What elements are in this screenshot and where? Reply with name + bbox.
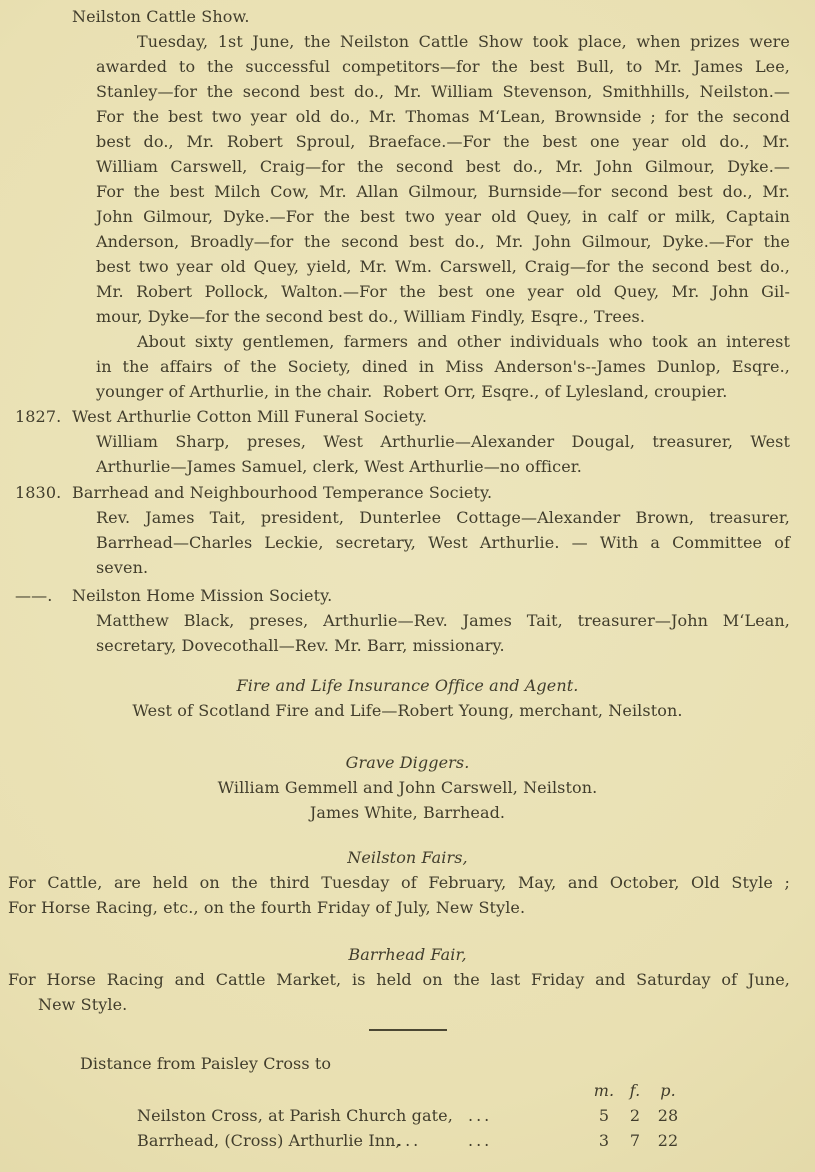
entry-heading-undated [15,583,815,608]
entry-heading-cattle-show [15,4,815,29]
distance-label: Barrhead, (Cross) Arthurlie Inn, [137,1131,401,1150]
centered-line: James White, Barrhead. [309,803,506,822]
paragraph-line: William Sharp, preses, West Arthurlie—Alexander Dougal, treasurer, West [96,432,790,451]
paragraph-line: Tuesday, 1st June, the Neilston Cattle Show took place, when prizes were [137,32,790,51]
paragraph-line: Arthurlie—James Samuel, clerk, West Arthurlie—no officer. [96,457,582,476]
distance-poles: p. [660,1081,676,1100]
entry-heading-text: Barrhead and Neighbourhood Temperance Society. [72,483,493,502]
paragraph-line: mour, Dyke—for the second best do., William Findly, Esqre., Trees. [96,307,646,326]
paragraph-line: awarded to the successful competitors—for the best Bull, to Mr. James Lee, [96,57,790,76]
distance-miles: 3 [598,1131,610,1150]
paragraph-line: Rev. James Tait, president, Dunterlee Cottage—Alexander Brown, treasurer, [96,508,790,527]
distance-furlongs: f. [629,1081,641,1100]
paragraph-line: John Gilmour, Dyke.—For the best two year old Quey, in calf or milk, Captain [96,207,790,226]
fair-note-line: For Horse Racing, etc., on the fourth Friday of July, New Style. [8,898,526,917]
entry-heading-1830 [15,480,815,505]
leader-dots: ... [397,1131,422,1150]
paragraph-line: Mr. Robert Pollock, Walton.—For the best one year old Quey, Mr. John Gil- [96,282,790,301]
distance-miles: m. [593,1081,615,1100]
centered-line: William Gemmell and John Carswell, Neilston. [217,778,598,797]
distance-miles: 5 [598,1106,610,1125]
distance-table-header [0,1078,815,1103]
paragraph-line: For the best two year old do., Mr. Thomas M‘Lean, Brownside ; for the second [96,107,790,126]
paragraph-line: William Carswell, Craig—for the second best do., Mr. John Gilmour, Dyke.— [96,157,790,176]
paragraph-line: Anderson, Broadly—for the second best do., Mr. John Gilmour, Dyke.—For the [96,232,790,251]
vertical-gap [0,723,815,750]
distance-label: Neilston Cross, at Parish Church gate, [137,1106,453,1125]
distance-title: Distance from Paisley Cross to [80,1054,332,1073]
leader-dots: ... [468,1131,493,1150]
distance-table-row [0,1103,815,1128]
section-heading: Fire and Life Insurance Office and Agent. [236,676,579,695]
entry-heading-text: Neilston Cattle Show. [72,7,250,26]
vertical-gap [0,825,815,845]
paragraph-line: Stanley—for the second best do., Mr. William Stevenson, Smithhills, Neilston.— [96,82,790,101]
section-heading: Neilston Fairs, [347,848,468,867]
paragraph-line: Matthew Black, preses, Arthurlie—Rev. James Tait, treasurer—John M‘Lean, [96,611,790,630]
section-heading: Grave Diggers. [345,753,470,772]
distance-furlongs: 2 [629,1106,641,1125]
section-heading: Barrhead Fair, [348,945,467,964]
fair-note-line: New Style. [38,995,128,1014]
paragraph-line: Barrhead—Charles Leckie, secretary, West Arthurlie. — With a Committee of [96,533,790,552]
entry-heading-text: West Arthurlie Cotton Mill Funeral Society. [72,407,428,426]
fair-note-line: For Horse Racing and Cattle Market, is held on the last Friday and Saturday of June, [8,970,790,989]
entry-year-label: 1830. [15,483,62,502]
entry-year-label: ——. [15,586,53,605]
paragraph-line: About sixty gentlemen, farmers and other individuals who took an interest [137,332,790,351]
vertical-gap [0,1031,815,1051]
paragraph-line: in the affairs of the Society, dined in Miss Anderson's--James Dunlop, Esqre., [96,357,790,376]
paragraph-line: seven. [96,558,149,577]
entry-heading-1827 [15,404,815,429]
paragraph-line: secretary, Dovecothall—Rev. Mr. Barr, missionary. [96,636,505,655]
leader-dots: ... [468,1106,493,1125]
entry-year-label: 1827. [15,407,62,426]
entry-heading-text: Neilston Home Mission Society. [72,586,333,605]
paragraph-line: best two year old Quey, yield, Mr. Wm. Carswell, Craig—for the second best do., [96,257,790,276]
paragraph-line: younger of Arthurlie, in the chair. Robert Orr, Esqre., of Lylesland, croupier. [96,382,728,401]
distance-poles: 22 [657,1131,679,1150]
distance-table-row [0,1128,815,1153]
distance-furlongs: 7 [629,1131,641,1150]
vertical-gap [0,658,815,673]
centered-line: West of Scotland Fire and Life—Robert Young, merchant, Neilston. [132,701,683,720]
paragraph-line: For the best Milch Cow, Mr. Allan Gilmour, Burnside—for second best do., Mr. [96,182,790,201]
fair-note-line: For Cattle, are held on the third Tuesday of February, May, and October, Old Style ; [8,873,790,892]
distance-poles: 28 [657,1106,679,1125]
paragraph-line: best do., Mr. Robert Sproul, Braeface.—For the best one year old do., Mr. [96,132,790,151]
vertical-gap [0,920,815,942]
